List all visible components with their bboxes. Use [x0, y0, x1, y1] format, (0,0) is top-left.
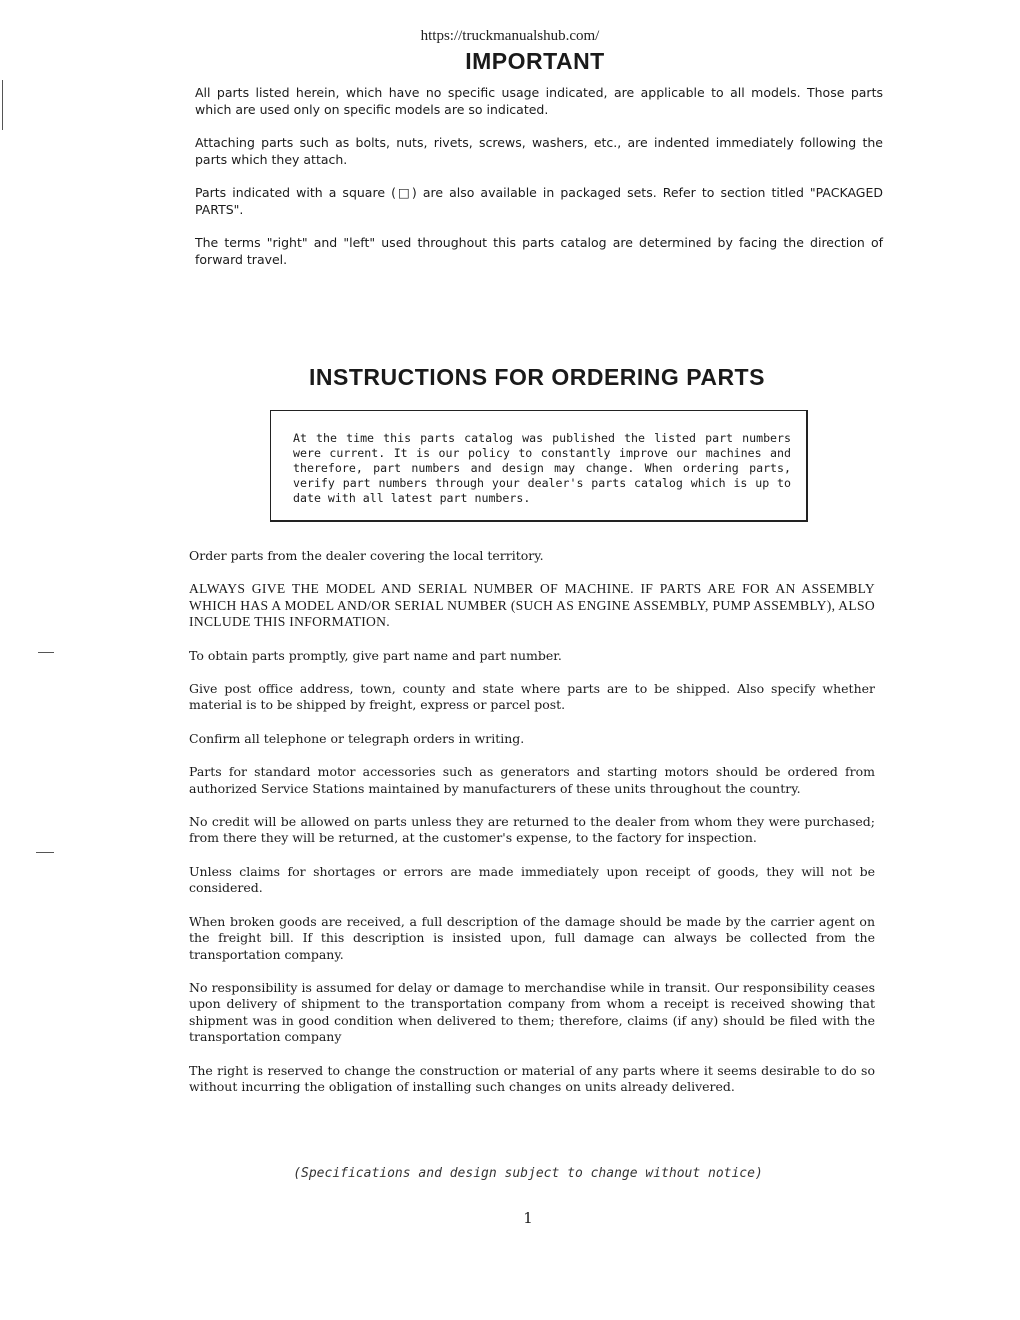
- instruction-paragraph: Unless claims for shortages or errors are made immediately upon receipt of goods, they will not be considered.: [189, 863, 875, 896]
- scan-mark: [38, 652, 54, 653]
- instruction-paragraph: ALWAYS GIVE THE MODEL AND SERIAL NUMBER OF MACHINE. IF PARTS ARE FOR AN ASSEMBLY WHICH HAS A MODEL AND/OR SERIAL NUMBER (SUCH AS ENGINE ASSEMBLY, PUMP ASSEMBLY), ALSO INCLUDE THIS INFORMATION.: [189, 581, 875, 630]
- instruction-paragraph: Give post office address, town, county and state where parts are to be shipped. Also specify whether material is to be shipped by freight, express or parcel post.: [189, 681, 875, 713]
- instruction-paragraph: Confirm all telephone or telegraph orders in writing.: [189, 730, 525, 746]
- instruction-paragraph: The right is reserved to change the construction or material of any parts where it seems desirable to do so without incurring the obligation of installing such changes on units already delivered.: [189, 1062, 875, 1094]
- scan-mark: [2, 80, 3, 130]
- notice-box: [270, 410, 808, 522]
- important-paragraph: Attaching parts such as bolts, nuts, rivets, screws, washers, etc., are indented immediately following the parts which they attach.: [195, 135, 883, 167]
- instruction-paragraph: No responsibility is assumed for delay or damage to merchandise while in transit. Our responsibility ceases upon delivery of shipment to the transportation company from whom a receipt is received showing that shipment was in good condition when delivered to them; therefore, claims (if any) should be filed with the transportation company: [189, 979, 875, 1045]
- important-paragraph: The terms "right" and "left" used throughout this parts catalog are determined by facing the direction of forward travel.: [195, 235, 883, 267]
- instructions-heading: INSTRUCTIONS FOR ORDERING PARTS: [309, 364, 765, 390]
- page-number: 1: [523, 1209, 533, 1227]
- source-url: https://truckmanualshub.com/: [420, 28, 600, 44]
- instruction-paragraph: Order parts from the dealer covering the local territory.: [189, 548, 544, 563]
- important-paragraph: All parts listed herein, which have no specific usage indicated, are applicable to all models. Those parts which are used only on specific models are so indicated.: [195, 85, 883, 117]
- important-paragraph: Parts indicated with a square (□) are also available in packaged sets. Refer to section titled "PACKAGED PARTS".: [195, 185, 883, 217]
- important-section: [195, 84, 883, 284]
- instruction-paragraph: To obtain parts promptly, give part name and part number.: [189, 647, 562, 663]
- notice-text: At the time this parts catalog was published the listed part numbers were current. It is our policy to constantly improve our machines and therefore, part numbers and design may change. When ordering parts, verify part numbers through your dealer's parts catalog which is up to date with all latest part numbers.: [293, 431, 791, 505]
- important-heading: IMPORTANT: [465, 48, 605, 74]
- ordering-instructions: [189, 548, 875, 1095]
- scan-mark: [36, 852, 54, 853]
- specifications-footnote: (Specifications and design subject to change without notice): [293, 1166, 763, 1181]
- instruction-paragraph: When broken goods are received, a full description of the damage should be made by the carrier agent on the freight bill. If this description is insisted upon, full damage can always be collected from the transportation company.: [189, 913, 875, 962]
- instruction-paragraph: No credit will be allowed on parts unless they are returned to the dealer from whom they were purchased; from there they will be returned, at the customer's expense, to the factory for inspection.: [189, 814, 875, 846]
- instruction-paragraph: Parts for standard motor accessories such as generators and starting motors should be ordered from authorized Service Stations maintained by manufacturers of these units throughout the country.: [189, 764, 875, 796]
